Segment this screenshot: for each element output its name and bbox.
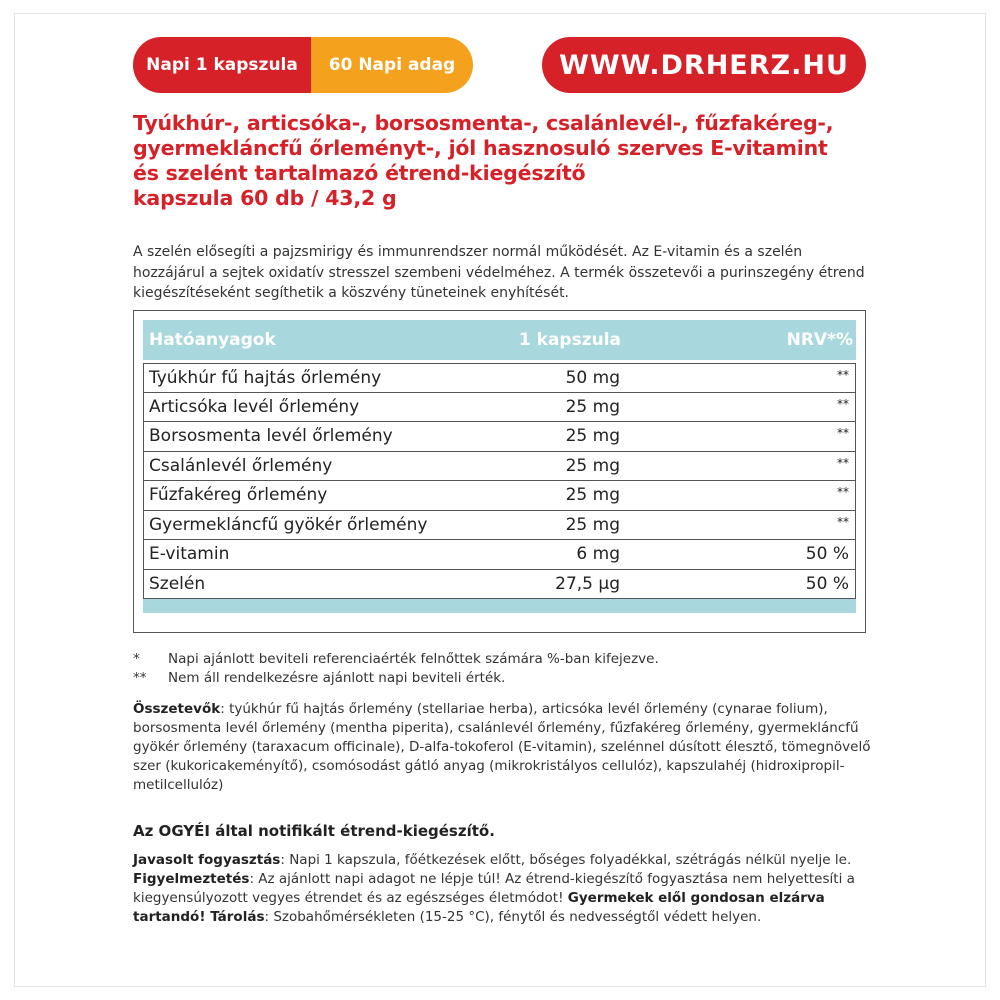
footnote-text: Napi ajánlott beviteli referenciaérték felnőttek számára %-ban kifejezve. bbox=[168, 651, 659, 667]
table-header bbox=[143, 320, 856, 360]
row-ingredient-name: Borsosmenta levél őrlemény bbox=[149, 426, 393, 447]
row-nrv: ** bbox=[837, 426, 849, 440]
row-nrv: ** bbox=[837, 455, 849, 470]
row-nrv: 50 % bbox=[805, 573, 849, 594]
table-row bbox=[143, 393, 856, 423]
usage-label: Javasolt fogyasztás bbox=[133, 852, 281, 868]
intro-text: A szelén elősegíti a pajzsmirigy és immunrendszer normál működését. Az E-vitamin és a szelén hozzájárul a sejtek oxidatív stresszel szembeni védelméhez. A termék összetevői a purinszegény étrend kiegészítéseként segíthetik a köszvény tüneteinek enyhítését. bbox=[133, 244, 865, 301]
row-amount: 50 mg bbox=[565, 367, 620, 388]
footnote bbox=[133, 669, 873, 688]
table-footer-bar bbox=[143, 599, 856, 613]
header-per-capsule: 1 kapszula bbox=[518, 330, 621, 350]
ingredients-label: Összetevők bbox=[133, 701, 221, 717]
row-nrv: ** bbox=[837, 368, 849, 382]
row-ingredient-name: Articsóka levél őrlemény bbox=[149, 396, 360, 417]
row-nrv: ** bbox=[837, 485, 849, 499]
table-row bbox=[143, 540, 856, 570]
product-headline bbox=[133, 111, 873, 211]
table-row bbox=[143, 422, 856, 452]
footnotes bbox=[133, 650, 873, 688]
row-amount: 25 mg bbox=[565, 514, 620, 535]
ingredients-paragraph bbox=[133, 700, 873, 795]
warning-text: : Az ajánlott napi adagot ne lépje túl! Az étrend-kiegészítő fogyasztása nem helyettesíti a kiegyensúlyozott vegyes étrendet és az egészséges életmódot! bbox=[133, 871, 855, 906]
row-ingredient-name: Tyúkhúr fű hajtás őrlemény bbox=[149, 367, 382, 388]
website-url-badge: WWW.DRHERZ.HU bbox=[542, 37, 866, 93]
dose-badge-group bbox=[133, 37, 473, 93]
servings-badge: 60 Napi adag bbox=[311, 37, 473, 93]
row-ingredient-name: Szelén bbox=[149, 573, 206, 594]
row-amount: 25 mg bbox=[565, 485, 620, 506]
row-amount: 6 mg bbox=[576, 544, 620, 565]
row-ingredient-name: E-vitamin bbox=[149, 544, 230, 565]
storage-label: Gyermekek elől gondosan elzárva tartandó! Tárolás bbox=[133, 890, 825, 925]
table-row bbox=[143, 570, 856, 600]
row-nrv: ** bbox=[837, 396, 849, 411]
ogyei-notice: Az OGYÉI által notifikált étrend-kiegészítő. bbox=[133, 822, 495, 840]
row-ingredient-name: Csalánlevél őrlemény bbox=[149, 455, 333, 476]
table-body bbox=[143, 363, 856, 599]
ingredients-text: : tyúkhúr fű hajtás őrlemény (stellariae herba), articsóka levél őrlemény (cynarae folium), borsosmenta levél őrlemény (mentha piperita), csalánlevél őrlemény, fűzfakéreg őrlemény, gyermekláncfű gyökér őrlemény (taraxacum officinale), D-alfa-tokoferol (E-vitamin), szelénnel dúsított élesztő, tömegnövelő szer (kukoricakeményítő), csomósodást gátló anyag (mikrokristályos cellulóz), kapszulahéj (hidroxipropil-metilcellulóz) bbox=[133, 701, 871, 793]
footnote-symbol: ** bbox=[133, 670, 147, 686]
row-ingredient-name: Gyermekláncfű gyökér őrlemény bbox=[149, 514, 428, 535]
header-nrv: NRV*% bbox=[786, 330, 853, 350]
row-amount: 25 mg bbox=[565, 455, 620, 476]
table-row bbox=[143, 481, 856, 511]
headline-line: Tyúkhúr-, articsóka-, borsosmenta-, csalánlevél-, fűzfakéreg-, bbox=[133, 111, 834, 135]
warning-label: Figyelmeztetés bbox=[133, 871, 250, 887]
headline-line: kapszula 60 db / 43,2 g bbox=[133, 186, 397, 210]
footnote-text: Nem áll rendelkezésre ajánlott napi beviteli érték. bbox=[168, 670, 506, 686]
daily-dose-badge: Napi 1 kapszula bbox=[133, 37, 311, 93]
row-amount: 27,5 µg bbox=[555, 573, 620, 594]
table-row bbox=[143, 363, 856, 393]
header-ingredients: Hatóanyagok bbox=[149, 330, 276, 350]
table-row bbox=[143, 511, 856, 541]
row-amount: 25 mg bbox=[565, 426, 620, 447]
usage-text: : Napi 1 kapszula, főétkezések előtt, bőséges folyadékkal, szétrágás nélkül nyelje le. bbox=[280, 852, 852, 868]
headline-line: gyermekláncfű őrleményt-, jól hasznosuló szerves E-vitamint bbox=[133, 136, 828, 160]
row-ingredient-name: Fűzfakéreg őrlemény bbox=[149, 485, 328, 506]
storage-text: : Szobahőmérsékleten (15-25 °C), fénytől és nedvességtől védett helyen. bbox=[264, 909, 762, 925]
row-nrv: 50 % bbox=[805, 544, 849, 565]
footnote-symbol: * bbox=[133, 651, 140, 667]
nutrition-table bbox=[133, 310, 866, 633]
row-amount: 25 mg bbox=[565, 396, 620, 417]
row-nrv: ** bbox=[837, 514, 849, 529]
footnote bbox=[133, 650, 873, 669]
usage-paragraph bbox=[133, 851, 873, 927]
headline-line: és szelént tartalmazó étrend-kiegészítő bbox=[133, 161, 586, 185]
table-row bbox=[143, 452, 856, 482]
